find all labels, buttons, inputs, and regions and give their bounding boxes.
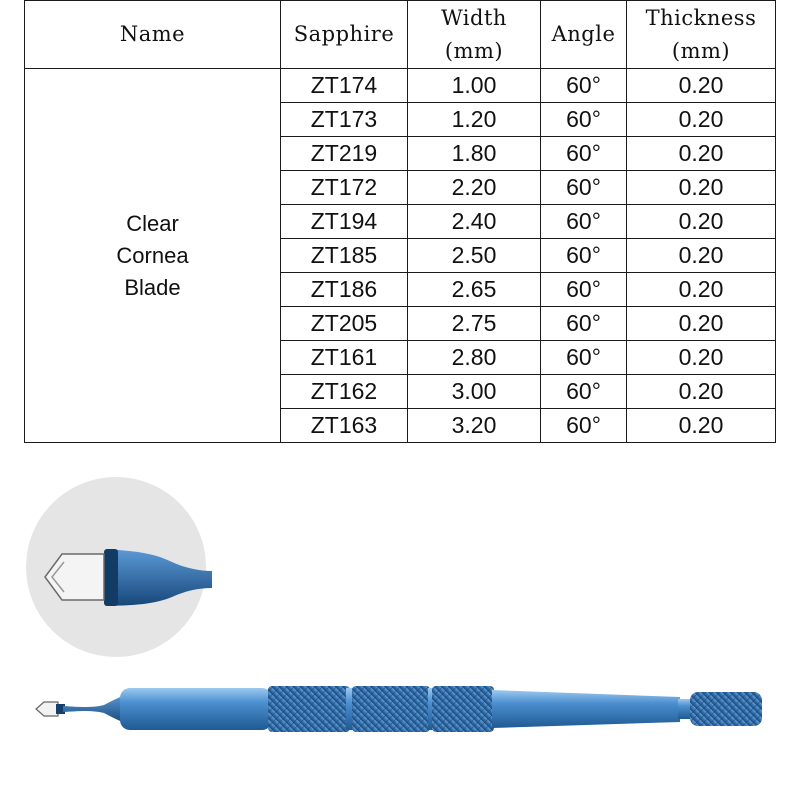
cell-thickness: 0.20 (627, 307, 776, 341)
cell-sapphire: ZT172 (281, 171, 408, 205)
cell-thickness: 0.20 (627, 205, 776, 239)
product-name-line: Cornea (116, 242, 189, 268)
table-row (25, 69, 776, 103)
handle-front-section (120, 688, 272, 730)
header-row (25, 1, 776, 69)
cell-thickness: 0.20 (627, 69, 776, 103)
cell-thickness: 0.20 (627, 103, 776, 137)
spec-table (24, 0, 776, 443)
cell-width: 1.00 (408, 69, 541, 103)
cell-width: 3.20 (408, 409, 541, 443)
cell-width: 2.20 (408, 171, 541, 205)
cell-thickness: 0.20 (627, 409, 776, 443)
cell-sapphire: ZT162 (281, 375, 408, 409)
cell-angle: 60° (541, 409, 627, 443)
cell-width: 2.40 (408, 205, 541, 239)
product-name-line: Blade (124, 274, 181, 300)
cell-thickness: 0.20 (627, 273, 776, 307)
knurled-grip-2 (352, 686, 430, 732)
handle-rear-section (492, 690, 680, 728)
cell-angle: 60° (541, 375, 627, 409)
header-angle: Angle (541, 1, 627, 69)
cell-angle: 60° (541, 273, 627, 307)
cell-angle: 60° (541, 69, 627, 103)
knurled-grip-1 (268, 686, 350, 732)
cell-sapphire: ZT219 (281, 137, 408, 171)
cell-width: 1.20 (408, 103, 541, 137)
cell-width: 3.00 (408, 375, 541, 409)
cell-width: 1.80 (408, 137, 541, 171)
header-sapphire: Sapphire (281, 1, 408, 69)
knife-handle (36, 686, 762, 732)
cell-angle: 60° (541, 205, 627, 239)
cell-sapphire: ZT163 (281, 409, 408, 443)
cell-thickness: 0.20 (627, 239, 776, 273)
cell-sapphire: ZT186 (281, 273, 408, 307)
cell-thickness: 0.20 (627, 375, 776, 409)
cell-angle: 60° (541, 103, 627, 137)
cell-width: 2.75 (408, 307, 541, 341)
knurled-grip-3 (432, 686, 494, 732)
blade-illustration (0, 450, 800, 800)
closeup-collar (104, 549, 118, 606)
instrument-blade-tip (36, 702, 58, 716)
product-name-cell (25, 69, 281, 443)
header-thickness: Thickness (mm) (627, 1, 776, 69)
cell-angle: 60° (541, 239, 627, 273)
cell-angle: 60° (541, 307, 627, 341)
cell-thickness: 0.20 (627, 171, 776, 205)
cell-thickness: 0.20 (627, 341, 776, 375)
header-name: Name (25, 1, 281, 69)
product-name-line: Clear (126, 210, 179, 236)
cell-angle: 60° (541, 341, 627, 375)
cell-width: 2.65 (408, 273, 541, 307)
cell-sapphire: ZT161 (281, 341, 408, 375)
cell-sapphire: ZT174 (281, 69, 408, 103)
cell-width: 2.80 (408, 341, 541, 375)
cell-angle: 60° (541, 137, 627, 171)
cell-sapphire: ZT185 (281, 239, 408, 273)
header-width: Width (mm) (408, 1, 541, 69)
cell-sapphire: ZT194 (281, 205, 408, 239)
knurled-end-cap (690, 692, 762, 726)
cell-sapphire: ZT205 (281, 307, 408, 341)
cell-thickness: 0.20 (627, 137, 776, 171)
cell-width: 2.50 (408, 239, 541, 273)
blade-closeup (26, 477, 212, 657)
cell-sapphire: ZT173 (281, 103, 408, 137)
cell-angle: 60° (541, 171, 627, 205)
